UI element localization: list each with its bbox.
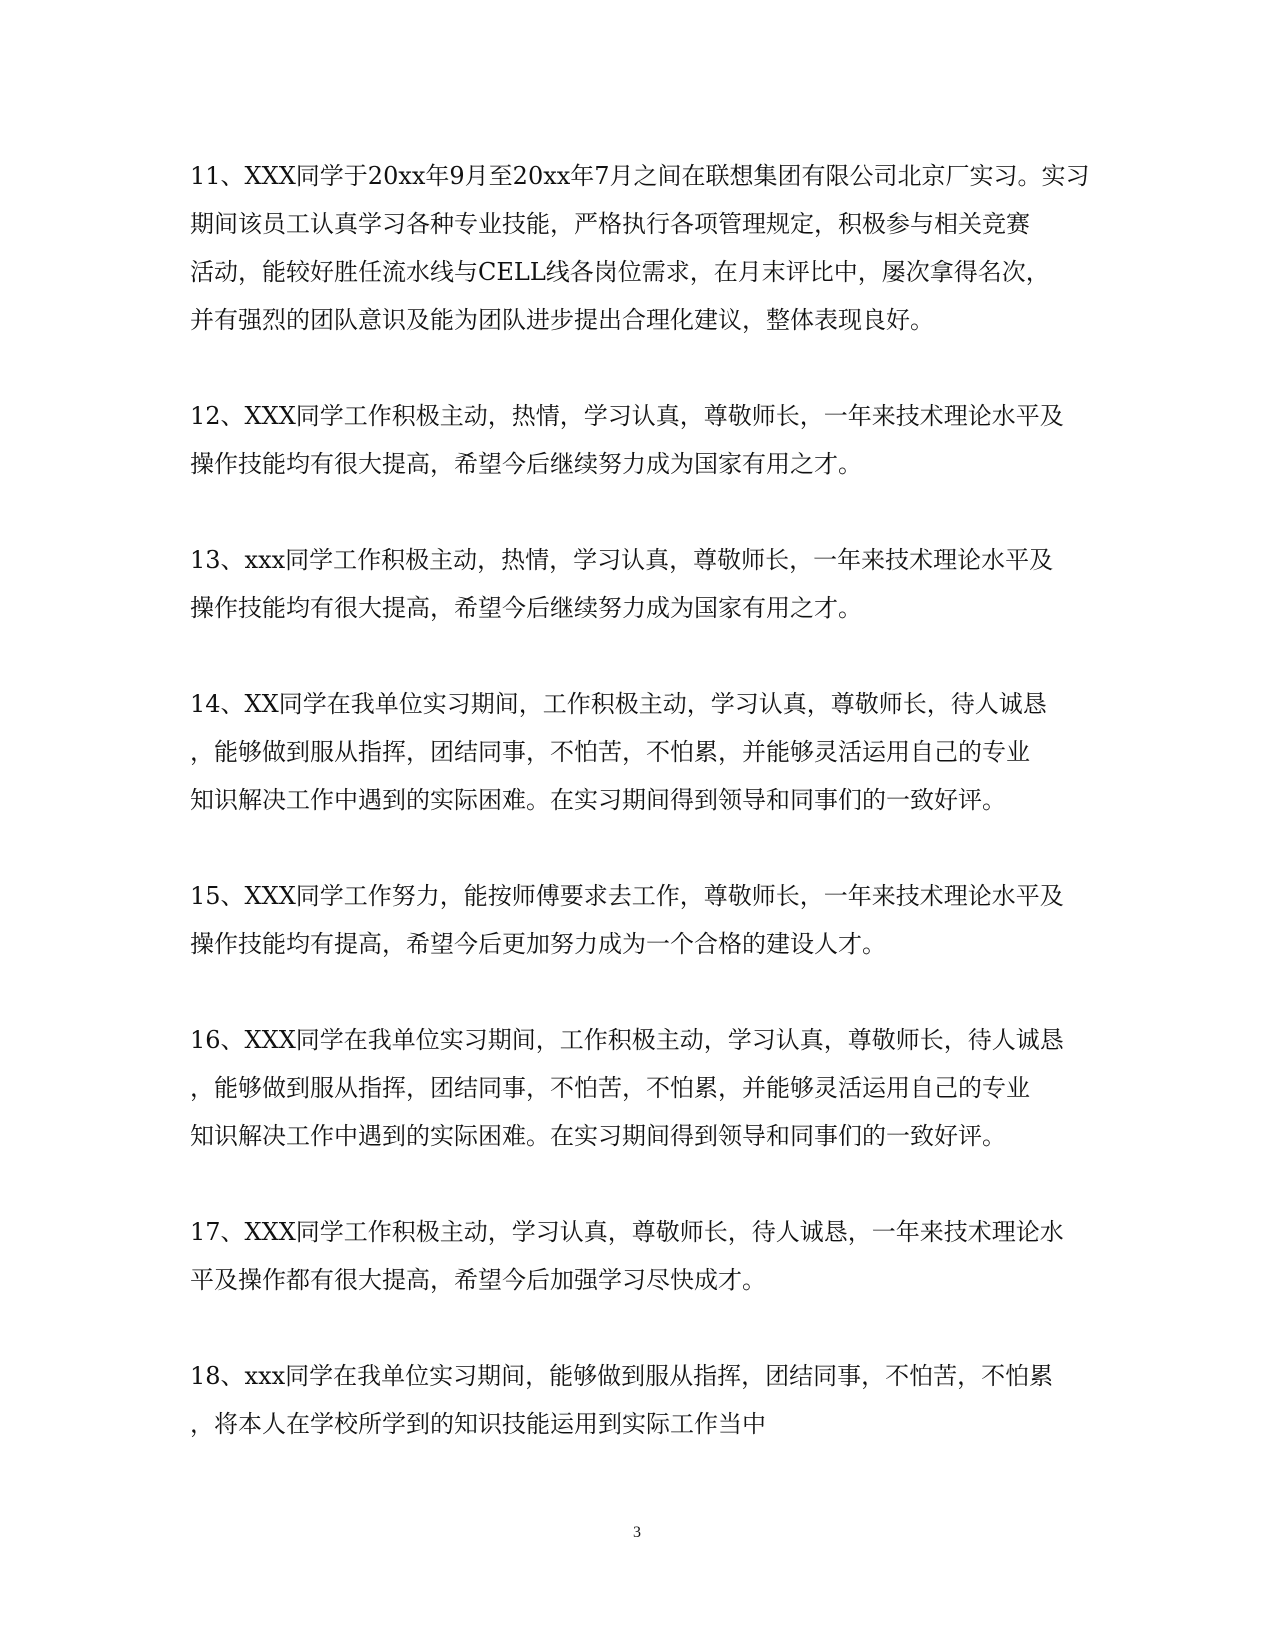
paragraph-15: [190, 872, 1080, 968]
paragraph-line: 18、xxx同学在我单位实习期间，能够做到服从指挥，团结同事，不怕苦，不怕累: [190, 1362, 1054, 1390]
paragraph-16: [190, 1016, 1080, 1160]
paragraph-line: ，能够做到服从指挥，团结同事，不怕苦，不怕累，并能够灵活运用自己的专业: [190, 738, 1030, 766]
paragraph-line: 平及操作都有很大提高，希望今后加强学习尽快成才。: [190, 1266, 766, 1294]
paragraph-spacer: [190, 968, 1080, 1016]
paragraph-line: 活动，能较好胜任流水线与CELL线各岗位需求，在月末评比中，屡次拿得名次，: [190, 258, 1050, 286]
paragraph-line: 17、XXX同学工作积极主动，学习认真，尊敬师长，待人诚恳，一年来技术理论水: [190, 1218, 1064, 1246]
paragraph-13: [190, 536, 1080, 632]
page-number: 3: [633, 1524, 641, 1541]
paragraph-14: [190, 680, 1080, 824]
paragraph-spacer: [190, 824, 1080, 872]
paragraph-11: [190, 152, 1090, 344]
paragraph-line: ，能够做到服从指挥，团结同事，不怕苦，不怕累，并能够灵活运用自己的专业: [190, 1074, 1030, 1102]
paragraph-spacer: [190, 344, 1080, 392]
paragraph-spacer: [190, 1304, 1080, 1352]
paragraph-12: [190, 392, 1080, 488]
paragraph-line: 12、XXX同学工作积极主动，热情，学习认真，尊敬师长，一年来技术理论水平及: [190, 402, 1064, 430]
paragraph-line: 操作技能均有提高，希望今后更加努力成为一个合格的建设人才。: [190, 930, 886, 958]
paragraph-17: [190, 1208, 1080, 1304]
paragraph-line: 并有强烈的团队意识及能为团队进步提出合理化建议，整体表现良好。: [190, 306, 934, 334]
paragraph-line: 操作技能均有很大提高，希望今后继续努力成为国家有用之才。: [190, 450, 862, 478]
document-body: [190, 152, 1090, 1448]
paragraph-line: 14、XX同学在我单位实习期间，工作积极主动，学习认真，尊敬师长，待人诚恳: [190, 690, 1047, 718]
paragraph-line: 13、xxx同学工作积极主动，热情，学习认真，尊敬师长，一年来技术理论水平及: [190, 546, 1054, 574]
paragraph-18: [190, 1352, 1080, 1448]
paragraph-line: 15、XXX同学工作努力，能按师傅要求去工作，尊敬师长，一年来技术理论水平及: [190, 882, 1064, 910]
paragraph-line: 期间该员工认真学习各种专业技能，严格执行各项管理规定，积极参与相关竞赛: [190, 210, 1030, 238]
paragraph-line: 16、XXX同学在我单位实习期间，工作积极主动，学习认真，尊敬师长，待人诚恳: [190, 1026, 1064, 1054]
paragraph-line: 操作技能均有很大提高，希望今后继续努力成为国家有用之才。: [190, 594, 862, 622]
paragraph-line: ，将本人在学校所学到的知识技能运用到实际工作当中: [190, 1410, 766, 1438]
paragraph-spacer: [190, 488, 1080, 536]
paragraph-line: 知识解决工作中遇到的实际困难。在实习期间得到领导和同事们的一致好评。: [190, 786, 1006, 814]
paragraph-spacer: [190, 632, 1080, 680]
paragraph-line: 知识解决工作中遇到的实际困难。在实习期间得到领导和同事们的一致好评。: [190, 1122, 1006, 1150]
paragraph-line: 11、XXX同学于20xx年9月至20xx年7月之间在联想集团有限公司北京厂实习。实习: [190, 162, 1090, 190]
paragraph-spacer: [190, 1160, 1080, 1208]
